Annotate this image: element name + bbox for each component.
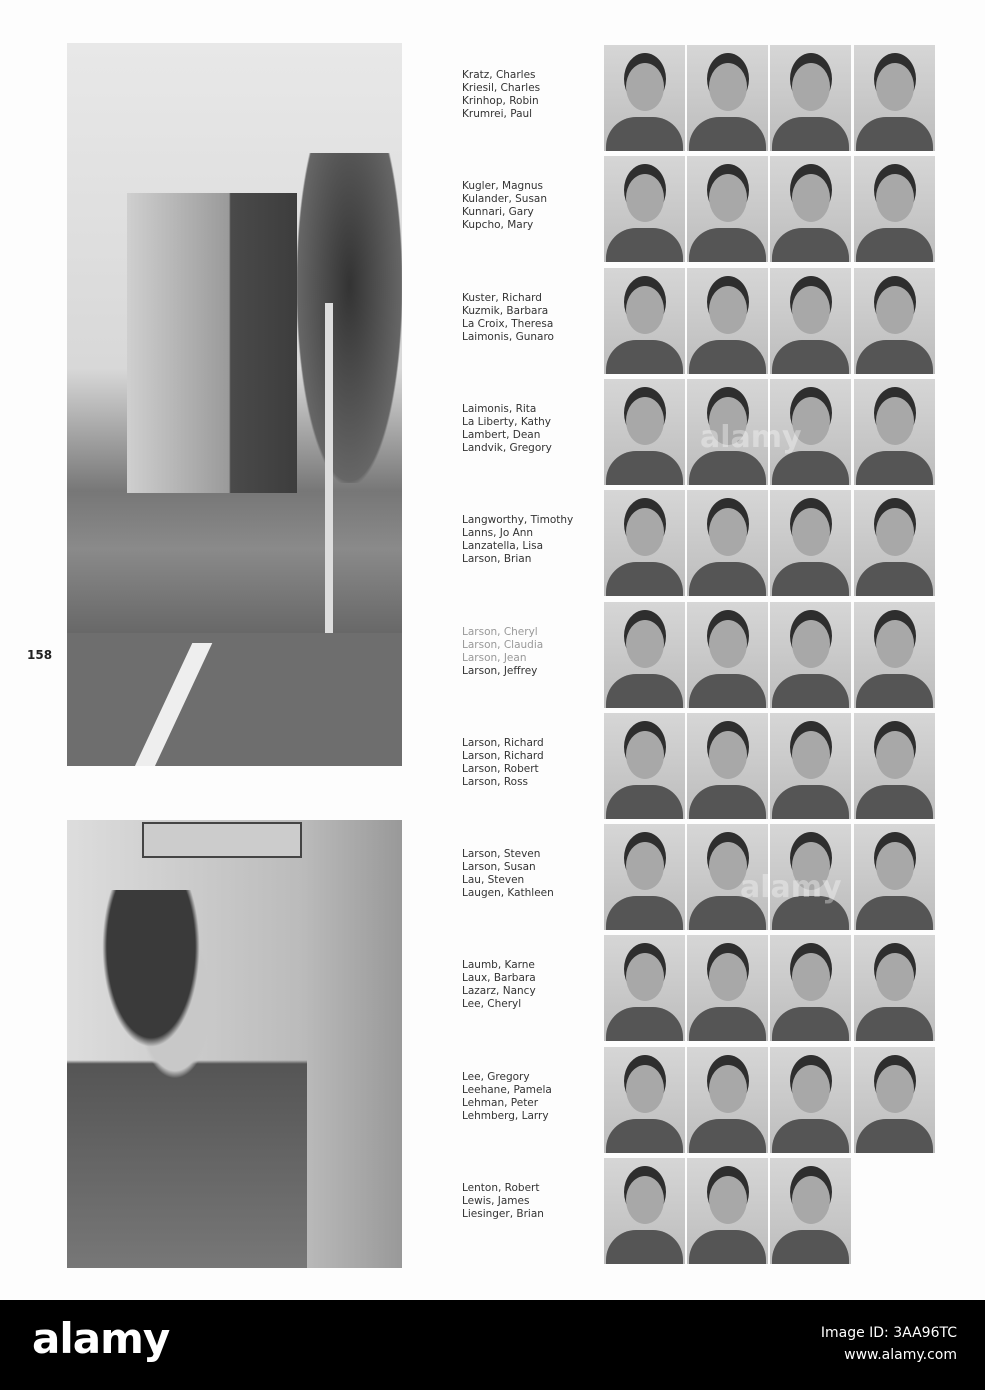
- student-name: Laux, Barbara: [462, 972, 536, 985]
- student-name: Leehane, Pamela: [462, 1083, 552, 1096]
- student-name: Larson, Cheryl: [462, 625, 538, 638]
- student-portrait: [604, 490, 685, 596]
- student-portrait: [854, 490, 935, 596]
- student-portrait: [687, 713, 768, 819]
- student-name: Laugen, Kathleen: [462, 887, 554, 900]
- student-name: Langworthy, Timothy: [462, 514, 574, 527]
- student-portrait: [854, 713, 935, 819]
- student-portrait: [854, 45, 935, 151]
- student-name: Larson, Claudia: [462, 638, 544, 651]
- student-portrait: [604, 268, 685, 374]
- student-name: Larson, Steven: [462, 848, 541, 861]
- student-name: Lee, Gregory: [462, 1070, 530, 1083]
- student-name: Lambert, Dean: [462, 428, 541, 441]
- student-portrait: [604, 713, 685, 819]
- image-info: [821, 1322, 957, 1366]
- footer-bar: [0, 1300, 985, 1390]
- student-name: Liesinger, Brian: [462, 1208, 544, 1220]
- student-name: Lanzatella, Lisa: [462, 540, 544, 553]
- student-portrait: [687, 602, 768, 708]
- name-group: [462, 737, 544, 789]
- student-name: Larson, Jeffrey: [462, 664, 538, 677]
- page-number: 158: [27, 648, 53, 662]
- student-model-photo: [67, 820, 402, 1268]
- student-portrait: [854, 1047, 935, 1153]
- student-portrait: [854, 824, 935, 930]
- name-group: [462, 1071, 552, 1123]
- student-portrait: [604, 379, 685, 485]
- student-name: Lewis, James: [462, 1195, 530, 1207]
- student-portrait: [770, 935, 851, 1041]
- student-portrait: [770, 268, 851, 374]
- student-name: Larson, Robert: [462, 762, 539, 775]
- student-portrait: [687, 268, 768, 374]
- student-portrait: [687, 45, 768, 151]
- student-portrait: [854, 379, 935, 485]
- name-group: [462, 292, 554, 344]
- student-name: Kuzmik, Barbara: [462, 304, 549, 317]
- student-name: Lazarz, Nancy: [462, 985, 536, 998]
- student-portrait: [770, 490, 851, 596]
- student-portrait: [770, 713, 851, 819]
- student-name: Larson, Jean: [462, 651, 527, 664]
- name-group: [462, 959, 536, 1011]
- student-name: Larson, Brian: [462, 553, 532, 566]
- student-portrait: [604, 935, 685, 1041]
- student-name: Larson, Richard: [462, 749, 544, 762]
- name-group: [462, 69, 540, 121]
- student-portrait: [604, 602, 685, 708]
- student-name: Landvik, Gregory: [462, 441, 552, 454]
- student-name: Lehman, Peter: [462, 1096, 539, 1109]
- student-name: Kriesil, Charles: [462, 82, 541, 94]
- student-name: Kupcho, Mary: [462, 219, 534, 232]
- student-portrait: [770, 45, 851, 151]
- student-name: Larson, Ross: [462, 775, 529, 788]
- watermark: alamy: [740, 870, 842, 905]
- student-portrait: [770, 1047, 851, 1153]
- footer-logo: alamy: [32, 1314, 170, 1363]
- student-portrait: [687, 1158, 768, 1264]
- name-group: [462, 180, 547, 232]
- student-portrait: [687, 156, 768, 262]
- student-name: Kulander, Susan: [462, 193, 548, 206]
- site-url[interactable]: www.alamy.com: [844, 1347, 957, 1363]
- name-group: [462, 403, 552, 455]
- student-portrait: [604, 156, 685, 262]
- name-group: [462, 848, 554, 900]
- student-name: Kugler, Magnus: [462, 180, 543, 193]
- student-portrait: [604, 1158, 685, 1264]
- student-portrait: [770, 602, 851, 708]
- student-name: Kuster, Richard: [462, 291, 542, 304]
- student-name: Kunnari, Gary: [462, 206, 534, 219]
- school-building-photo: [67, 43, 402, 766]
- student-name: Laimonis, Gunaro: [462, 330, 554, 343]
- student-name: Lenton, Robert: [462, 1182, 540, 1194]
- student-name: Krinhop, Robin: [462, 95, 539, 107]
- student-name: Lanns, Jo Ann: [462, 527, 534, 540]
- student-name: Larson, Richard: [462, 736, 544, 749]
- student-portrait: [604, 1047, 685, 1153]
- student-portrait: [770, 1158, 851, 1264]
- student-portrait: [854, 602, 935, 708]
- student-name: Kratz, Charles: [462, 69, 536, 81]
- name-group: [462, 626, 543, 678]
- student-name: Laimonis, Rita: [462, 402, 537, 415]
- student-portrait: [770, 156, 851, 262]
- student-name: Krumrei, Paul: [462, 108, 533, 120]
- student-portrait: [854, 935, 935, 1041]
- student-portrait: [854, 156, 935, 262]
- student-portrait: [687, 490, 768, 596]
- student-name: Lau, Steven: [462, 874, 525, 887]
- watermark: alamy: [700, 420, 802, 455]
- student-portrait: [687, 1047, 768, 1153]
- student-name: Laumb, Karne: [462, 959, 535, 972]
- student-name: La Liberty, Kathy: [462, 415, 551, 428]
- student-portrait: [687, 935, 768, 1041]
- student-portrait: [854, 268, 935, 374]
- student-name: Lee, Cheryl: [462, 998, 522, 1011]
- name-group: [462, 514, 573, 566]
- student-portrait: [604, 45, 685, 151]
- name-group: [462, 1182, 544, 1221]
- student-name: La Croix, Theresa: [462, 317, 554, 330]
- student-name: Larson, Susan: [462, 861, 536, 874]
- student-name: Lehmberg, Larry: [462, 1109, 549, 1122]
- image-id: Image ID: 3AA96TC: [820, 1325, 957, 1341]
- student-portrait: [604, 824, 685, 930]
